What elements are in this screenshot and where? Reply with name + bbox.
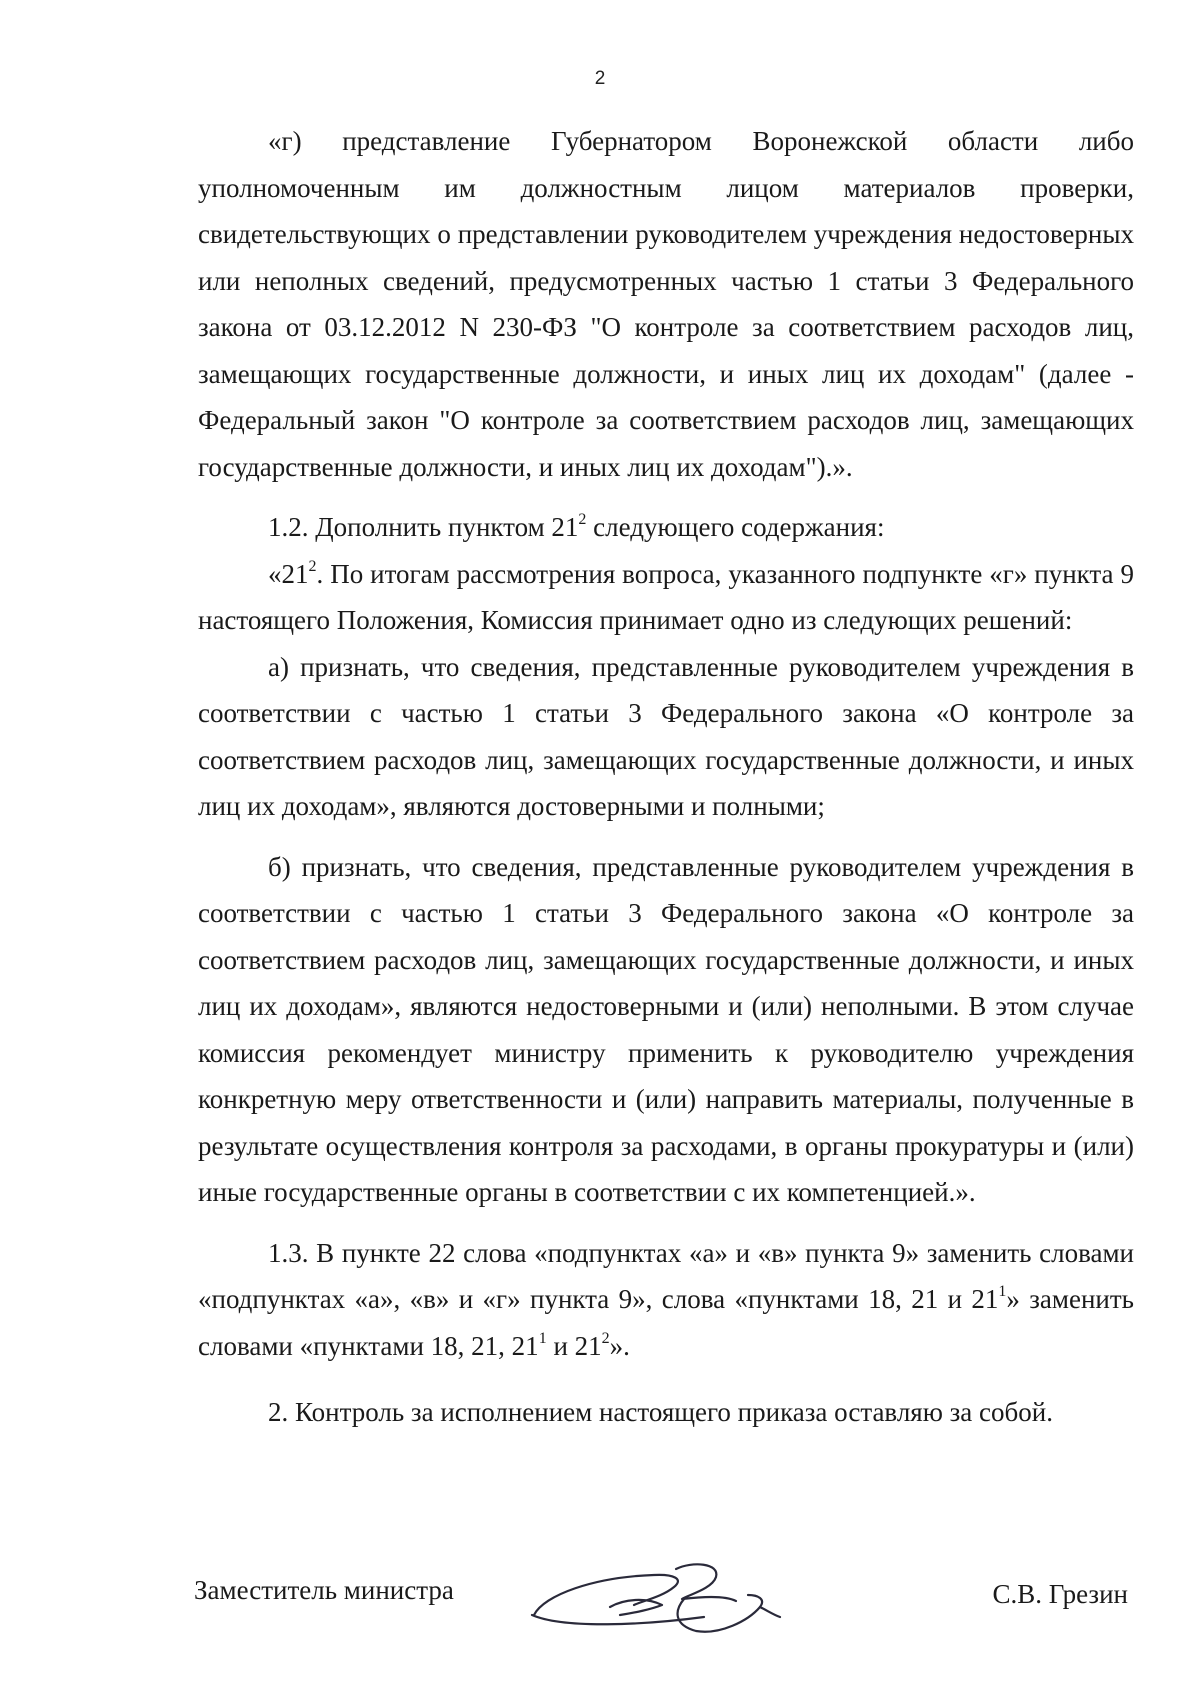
signatory-name: С.В. Грезин (992, 1579, 1128, 1609)
superscript: 1 (998, 1283, 1007, 1300)
signature-block (194, 1555, 1134, 1645)
page-number: 2 (594, 68, 606, 89)
paragraph-text: и 21 (546, 1330, 602, 1361)
paragraph-text: следующего содержания: (586, 512, 885, 542)
superscript: 2 (601, 1329, 610, 1347)
superscript: 1 (538, 1329, 547, 1347)
paragraph-21-2 (198, 551, 1134, 644)
document-body (198, 118, 1134, 1436)
paragraph-option-b: б) признать, что сведения, представленные руководителем учреждения в соответствии с частью 1 статьи 3 Федерального закона «О контроле за соответствием расходов лиц, замещающих государственные должности, и иных лиц их доходам», являются недостоверными и (или) неполными. В этом случае комиссия рекомендует министру применить к руководителю учреждения конкретную меру ответственности и (или) направить материалы, полученные в результате осуществления контроля за расходами, в органы прокуратуры и (или) иные государственные органы в соответствии с их компетенцией.». (198, 851, 1134, 1207)
superscript: 2 (578, 511, 587, 528)
paragraph-text: . По итогам рассмотрения вопроса, указанного подпункте «г» пункта 9 настоящего Положения, Комиссия принимает одно из следующих решений: (198, 558, 1134, 635)
handwritten-signature-icon (524, 1555, 784, 1641)
paragraph-subpoint-g: «г) представление Губернатором Воронежской области либо уполномоченным им должностным лицом материалов проверки, свидетельствующих о представлении руководителем учреждения недостоверных или неполных сведений, предусмотренных частью 1 статьи 3 Федерального закона от 03.12.2012 N 230-ФЗ "О контроле за соответствием расходов лиц, замещающих государственные должности, и иных лиц их доходам" (далее - Федеральный закон "О контроле за соответствием расходов лиц, замещающих государственные должности, и иных лиц их доходам").». (198, 126, 1134, 482)
superscript: 2 (308, 557, 317, 575)
paragraph-text: 1.3. В пункте 22 слова «подпунктах «а» и «в» пункта 9» заменить словами «подпунктах «а», «в» и «г» пункта 9», слова «пунктами 18, 21 и 21 (198, 1237, 1134, 1314)
paragraph-text: ». (609, 1330, 630, 1361)
paragraph-1-2 (198, 504, 1134, 551)
paragraph-text: » заменить словами «пунктами 18, 21, 21 (198, 1284, 1134, 1361)
paragraph-text: 1.2. Дополнить пунктом 21 (268, 512, 579, 542)
paragraph-control: 2. Контроль за исполнением настоящего приказа оставляю за собой. (268, 1397, 1053, 1427)
paragraph-text: «21 (268, 558, 309, 589)
paragraph-option-a: а) признать, что сведения, представленные руководителем учреждения в соответствии с частью 1 статьи 3 Федерального закона «О контроле за соответствием расходов лиц, замещающих государственные должности, и иных лиц их доходам», являются достоверными и полными; (198, 651, 1134, 821)
paragraph-1-3 (198, 1230, 1134, 1370)
signatory-title: Заместитель министра (194, 1575, 454, 1605)
